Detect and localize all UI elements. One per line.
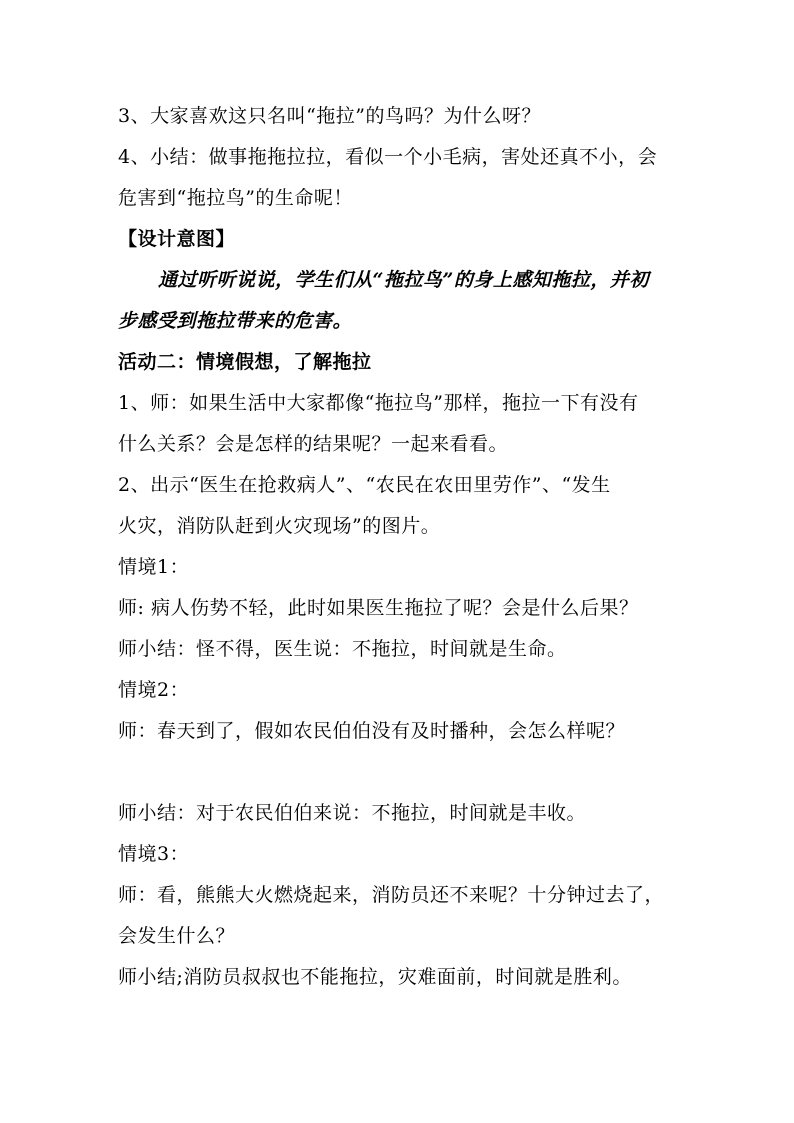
scenario-2-summary: 师小结：对于农民伯伯来说：不拖拉，时间就是丰收。: [118, 802, 587, 824]
scenario-2-label: 情境2：: [118, 679, 190, 701]
activity-2-heading: 活动二：情境假想，了解拖拉: [118, 351, 372, 373]
design-intent-line-1: 通过听听说说，学生们从“拖拉鸟”的身上感知拖拉，并初: [158, 269, 649, 291]
scenario-3-teacher-line-2: 会发生什么？: [118, 925, 236, 947]
summary-4-line-1: 4、小结：做事拖拖拉拉，看似一个小毛病，害处还真不小，会: [118, 146, 658, 168]
question-3: 3、大家喜欢这只名叫“拖拉”的鸟吗？为什么呀？: [118, 105, 542, 127]
teacher-step-1-line-1: 1、师：如果生活中大家都像“拖拉鸟”那样，拖拉一下有没有: [118, 392, 639, 414]
scenario-3-summary: 师小结;消防员叔叔也不能拖拉，灾难面前，时间就是胜利。: [118, 966, 632, 988]
show-pictures-line-2: 火灾，消防队赶到火灾现场”的图片。: [118, 515, 441, 537]
design-intent-heading: 【设计意图】: [118, 228, 236, 250]
scenario-3-teacher-line-1: 师：看，熊熊大火燃烧起来，消防员还不来呢？十分钟过去了，: [118, 884, 665, 906]
scenario-3-label: 情境3：: [118, 843, 190, 865]
scenario-1-label: 情境1：: [118, 556, 190, 578]
scenario-1-teacher: 师: 病人伤势不轻，此时如果医生拖拉了呢？会是什么后果？: [118, 597, 639, 619]
show-pictures-line-1: 2、出示“医生在抢救病人”、“农民在农田里劳作”、“发生: [118, 474, 611, 496]
summary-4-line-2: 危害到“拖拉鸟”的生命呢！: [118, 187, 353, 209]
blank-line: [118, 752, 678, 793]
scenario-2-teacher: 师：春天到了，假如农民伯伯没有及时播种，会怎么样呢？: [118, 720, 626, 742]
design-intent-line-2: 步感受到拖拉带来的危害。: [118, 310, 353, 332]
teacher-step-1-line-2: 什么关系？会是怎样的结果呢？一起来看看。: [118, 433, 509, 455]
scenario-1-summary: 师小结：怪不得，医生说：不拖拉，时间就是生命。: [118, 638, 567, 660]
document-page: [118, 96, 678, 998]
